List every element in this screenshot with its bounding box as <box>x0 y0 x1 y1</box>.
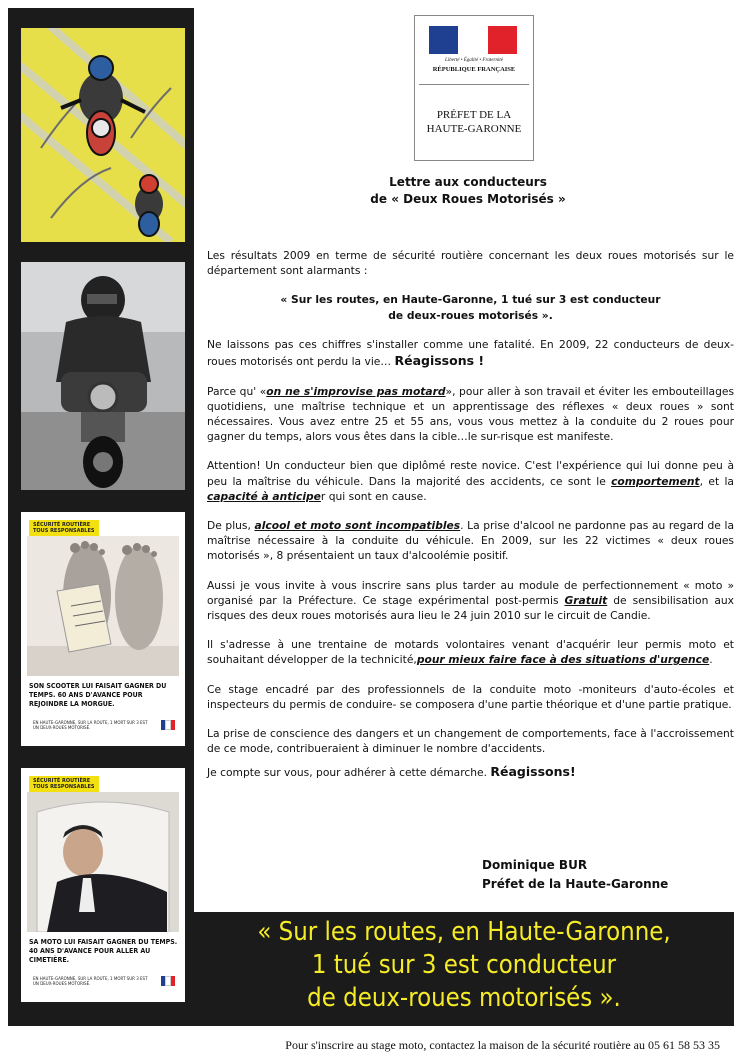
man-in-coffin-image <box>27 792 179 932</box>
marianne-flag-icon <box>429 26 517 54</box>
paragraph: Les résultats 2009 en terme de sécurité routière concernant les deux roues motorisés sur le département sont alarmants : <box>207 249 734 278</box>
feet-toe-tag-image <box>27 536 179 676</box>
paragraph: Parce qu' «on ne s'improvise pas motard», pour aller à son travail et éviter les embouteillages quotidiens, une maîtrise technique et un apprentissage des réflexes « deux roues » sont nécessaires. Vous avez entre 25 et 55 ans, vous vous mettez à la conduite du 2 roues pour gagner du temps, alors vous êtes dans la cible…le sur-risque est manifeste. <box>207 384 735 444</box>
emphasis: pour mieux faire face à des situations d'urgence <box>416 653 710 667</box>
signature <box>482 856 668 893</box>
poster-caption: EN HAUTE-GARONNE, SUR LA ROUTE, 1 MORT SUR 3 EST UN DEUX-ROUES MOTORISÉ. <box>33 976 148 987</box>
letter-title: Lettre aux conducteurs de « Deux Roues Motorisés » <box>370 175 566 207</box>
paragraph: Ne laissons pas ces chiffres s'installer comme une fatalité. En 2009, 22 conducteurs de deux-roues motorisés ont perdu la vie… Réagissons ! <box>207 337 734 368</box>
letter-body <box>207 248 734 795</box>
cartoon-motorcyclists-illustration <box>21 28 185 242</box>
poster-cemetery <box>21 768 185 1002</box>
slogan-text: « Sur les routes, en Haute-Garonne, 1 tué sur 3 est conducteur de deux-roues motorisés ». <box>257 917 671 1014</box>
paragraph: Ce stage encadré par des professionnels de la conduite moto -moniteurs d'auto-écoles et inspecteurs du permis de conduire- se composera d'une partie théorique et d'une partie pratique. <box>207 682 734 711</box>
poster-headline: SON SCOOTER LUI FAISAIT GAGNER DU TEMPS. 60 ANS D'AVANCE POUR REJOINDRE LA MORGUE. <box>29 682 167 708</box>
emphasis: alcool et moto sont incompatibles <box>254 519 461 532</box>
prefecture-logo <box>414 15 534 161</box>
poster-morgue <box>21 512 185 746</box>
quote: « Sur les routes, en Haute-Garonne, 1 tué sur 3 est conducteur de deux-roues motorisés ». <box>280 293 661 322</box>
emphasis: on ne s'improvise pas motard <box>266 384 446 398</box>
paragraph: La prise de conscience des dangers et un changement de comportements, face à l'accroissement de ce mode, contribueraient à diminuer le nombre d'accidents. <box>207 726 734 756</box>
poster-badge: SÉCURITÉ ROUTIÈRE TOUS RESPONSABLES <box>29 520 99 536</box>
french-flag-icon <box>161 720 175 730</box>
paragraph: De plus, alcool et moto sont incompatibles. La prise d'alcool ne pardonne pas au regard de la maîtrise nécessaire à la conduite du véhicule. En 2009, sur les 22 victimes « deux roues motorisés », 8 présentaient un taux d'alcoolémie positif. <box>207 519 735 563</box>
poster-caption: EN HAUTE-GARONNE, SUR LA ROUTE, 1 MORT SUR 3 EST UN DEUX-ROUES MOTORISÉ. <box>33 720 148 731</box>
poster-headline: SA MOTO LUI FAISAIT GAGNER DU TEMPS. 40 ANS D'AVANCE POUR ALLER AU CIMETIÈRE. <box>29 938 178 964</box>
motorcyclist-photo <box>21 262 185 490</box>
emphasis: comportement <box>611 474 700 488</box>
logo-divider <box>419 84 529 85</box>
paragraph: Aussi je vous invite à vous inscrire sans plus tarder au module de perfectionnement « moto » organisé par la Préfecture. Ce stage expérimental post-permis Gratuit de sensibilisation aux risques des deux roues motorisés aura lieu le 24 juin 2010 sur le circuit de Candie. <box>207 578 734 622</box>
french-flag-icon <box>161 976 175 986</box>
emphasis: Réagissons ! <box>394 352 485 368</box>
poster-badge: SÉCURITÉ ROUTIÈRE TOUS RESPONSABLES <box>29 776 99 792</box>
paragraph: Attention! Un conducteur bien que diplômé reste novice. C'est l'expérience qui lui donne peu à peu la maîtrise du véhicule. Dans la majorité des accidents, ce sont le comportement, et la capacité à anticiper qui sont en cause. <box>207 459 734 503</box>
paragraph: Je compte sur vous, pour adhérer à cette démarche. Réagissons! <box>207 764 576 780</box>
prefect-title: PRÉFET DE LA HAUTE-GARONNE <box>426 109 522 136</box>
republic-motto: Liberté • Égalité • Fraternité <box>445 58 503 63</box>
republic-name: RÉPUBLIQUE FRANÇAISE <box>432 66 516 73</box>
signatory-name: Dominique BUR <box>482 858 588 872</box>
emphasis: capacité à anticipe <box>207 489 321 503</box>
slogan-band <box>194 912 734 1026</box>
emphasis: Gratuit <box>564 593 608 607</box>
signatory-role: Préfet de la Haute-Garonne <box>482 876 669 891</box>
paragraph: Il s'adresse à une trentaine de motards volontaires venant d'acquérir leur permis moto et souhaitant développer de la technicité,pour mieux faire face à des situations d'urgence. <box>207 638 734 667</box>
emphasis: Réagissons! <box>490 764 576 780</box>
footer-contact: Pour s'inscrire au stage moto, contactez la maison de la sécurité routière au 05 61 58 53 35 <box>285 1038 720 1052</box>
